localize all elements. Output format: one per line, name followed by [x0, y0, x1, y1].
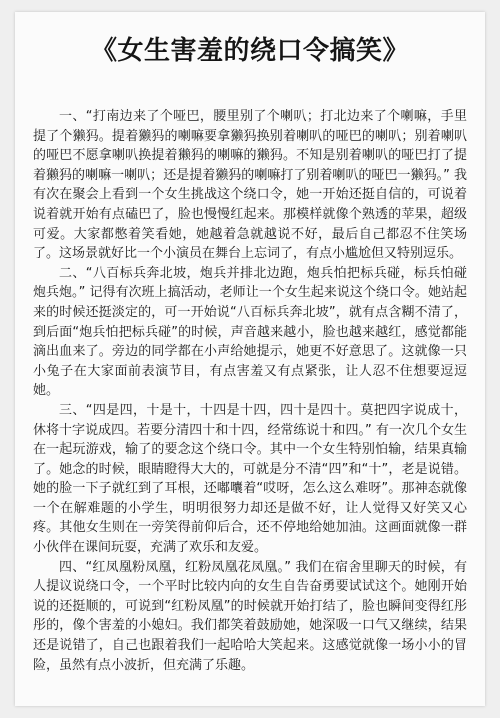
paragraph-2: 二、“八百标兵奔北坡，炮兵并排北边跑，炮兵怕把标兵碰，标兵怕碰炮兵炮。” 记得有次班上搞活动，老师让一个女生起来说这个绕口令。她站起来的时候还挺淡定的，可一开始说“八百标兵奔北坡”，就有点含糊不清了，到后面“炮兵怕把标兵碰”的时候，声音越来越小，脸也越来越红，感觉都能滴出血来了。旁边的同学都在小声给她提示，她更不好意思了。这就像一只小兔子在大家面前表演节目，有点害羞又有点紧张，让人忍不住想要逗逗她。: [33, 265, 467, 399]
document-body: [33, 107, 467, 675]
document-title: 《女生害羞的绕口令搞笑》: [90, 36, 409, 66]
paragraph-1: 一、“打南边来了个哑巴，腰里别了个喇叭；打北边来了个喇嘛，手里提了个獭犸。提着獭犸的喇嘛要拿獭犸换别着喇叭的哑巴的喇叭；别着喇叭的哑巴不愿拿喇叭换提着獭犸的喇嘛的獭犸。不知是别着喇叭的哑巴打了提着獭犸的喇嘛一喇叭；还是提着獭犸的喇嘛打了别着喇叭的哑巴一獭犸。” 我有次在聚会上看到一个女生挑战这个绕口令，她一开始还挺自信的，可说着说着就开始有点磕巴了，脸也慢慢红起来。那模样就像个熟透的苹果，超级可爱。大家都憋着笑看她，她越着急就越说不好，最后自己都忍不住笑场了。这场景就好比一个小演员在舞台上忘词了，有点小尴尬但又特别逗乐。: [33, 109, 467, 262]
document-page: [15, 12, 485, 706]
paragraph-4: 四、“红凤凰粉凤凰，红粉凤凰花凤凰。” 我们在宿舍里聊天的时候，有人提议说绕口令，一个平时比较内向的女生自告奋勇要试试这个。她刚开始说的还挺顺的，可说到“红粉凤凰”的时候就开始打结了，脸也瞬间变得红彤彤的，像个害羞的小媳妇。我们都笑着鼓励她，她深吸一口气又继续，结果还是说错了，自己也跟着我们一起哈哈大笑起来。这感觉就像一场小小的冒险，虽然有点小波折，但充满了乐趣。: [33, 559, 467, 673]
paragraph-3: 三、“四是四，十是十，十四是十四，四十是四十。莫把四字说成十，休将十字说成四。若要分清四十和十四，经常练说十和四。” 有一次几个女生在一起玩游戏，输了的要念这个绕口令。其中一个女生特别怕输，结果真输了。她念的时候，眼睛瞪得大大的，可就是分不清“四”和“十”，老是说错。她的脸一下子就红到了耳根，还嘟囔着“哎呀，怎么这么难呀”。那神态就像一个在解难题的小学生，明明很努力却还是做不好，让人觉得又好笑又心疼。其他女生则在一旁笑得前仰后合，还不停地给她加油。这画面就像一群小伙伴在课间玩耍，充满了欢乐和友爱。: [33, 402, 467, 556]
